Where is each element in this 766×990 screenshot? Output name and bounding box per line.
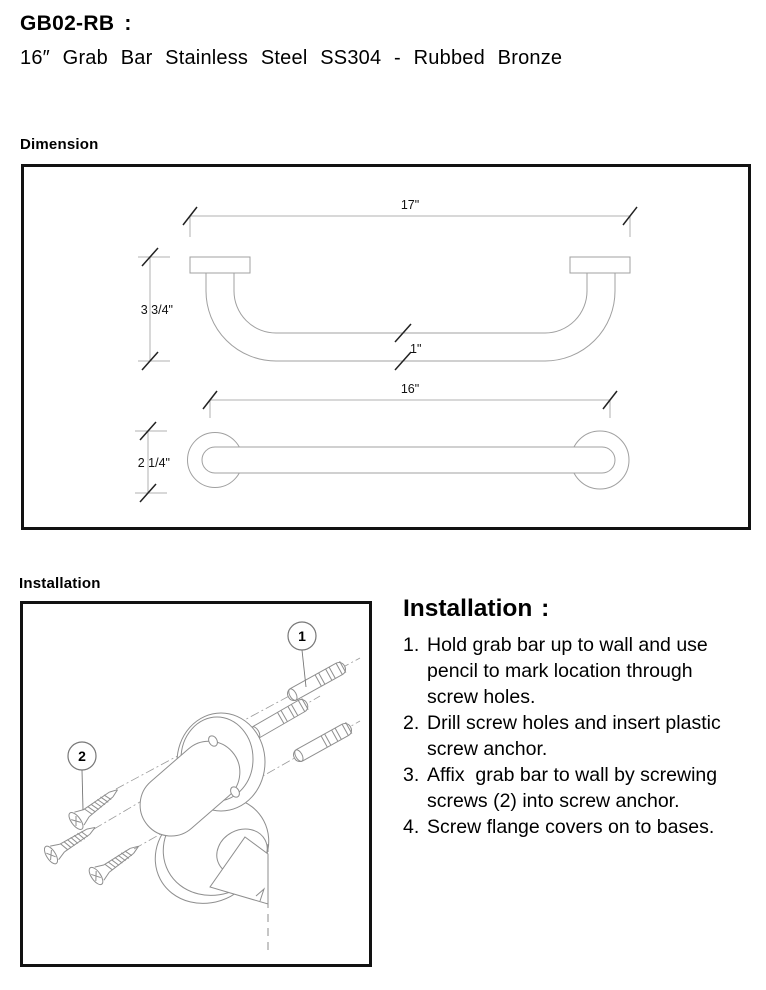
dimension-drawing: [24, 167, 748, 527]
step-text: Affix grab bar to wall by screwing screws (2) into screw anchor.: [427, 764, 718, 812]
callout-2-number: 2: [78, 748, 86, 764]
dim-3-3-4-inch: [138, 248, 173, 370]
installation-drawing-frame: [20, 601, 372, 967]
installation-steps: [403, 632, 759, 840]
instruction-step-2: [403, 710, 759, 762]
mounting-screws: [42, 782, 144, 887]
anchor-icon: [291, 721, 353, 763]
step-text: Screw flange covers on to bases.: [427, 816, 715, 838]
instruction-step-4: [403, 814, 759, 840]
dim-1-inch: [395, 324, 421, 370]
step-text: Hold grab bar up to wall and use pencil to mark location through screw holes.: [427, 634, 708, 708]
instruction-step-3: [403, 762, 759, 814]
callout-1-number: 1: [298, 628, 306, 644]
step-number: 4.: [403, 816, 420, 838]
dim-17-inch: [183, 198, 637, 237]
step-number: 1.: [403, 634, 420, 656]
dim-label-2-1-4: 2 1/4": [137, 456, 170, 470]
installation-drawing: [23, 604, 369, 964]
anchor-icon: [285, 660, 347, 702]
dim-label-3-3-4: 3 3/4": [140, 303, 173, 317]
installation-instructions: [403, 595, 759, 840]
plastic-anchors: [248, 660, 354, 763]
instruction-step-1: [403, 632, 759, 710]
step-number: 3.: [403, 764, 420, 786]
screw-icon: [66, 782, 123, 832]
step-number: 2.: [403, 712, 420, 734]
callout-2: [68, 742, 96, 810]
dim-2-1-4-inch: [135, 422, 170, 502]
dimension-drawing-frame: [21, 164, 751, 530]
product-name: 16″ Grab Bar Stainless Steel SS304 - Rubbed Bronze: [20, 47, 563, 69]
dim-label-16: 16": [400, 382, 420, 396]
product-code: GB02-RB :: [20, 12, 132, 35]
grab-bar-front-view: [188, 431, 630, 489]
screw-icon: [42, 819, 101, 866]
dim-16-inch: [203, 382, 617, 418]
dim-label-17: 17": [400, 198, 420, 212]
screw-icon: [87, 838, 145, 887]
dimension-section-label: Dimension: [20, 136, 99, 153]
installation-heading: Installation :: [403, 595, 550, 622]
dim-label-1: 1": [410, 342, 422, 356]
installation-section-label: Installation: [19, 575, 101, 592]
step-text: Drill screw holes and insert plastic screw anchor.: [427, 712, 721, 760]
